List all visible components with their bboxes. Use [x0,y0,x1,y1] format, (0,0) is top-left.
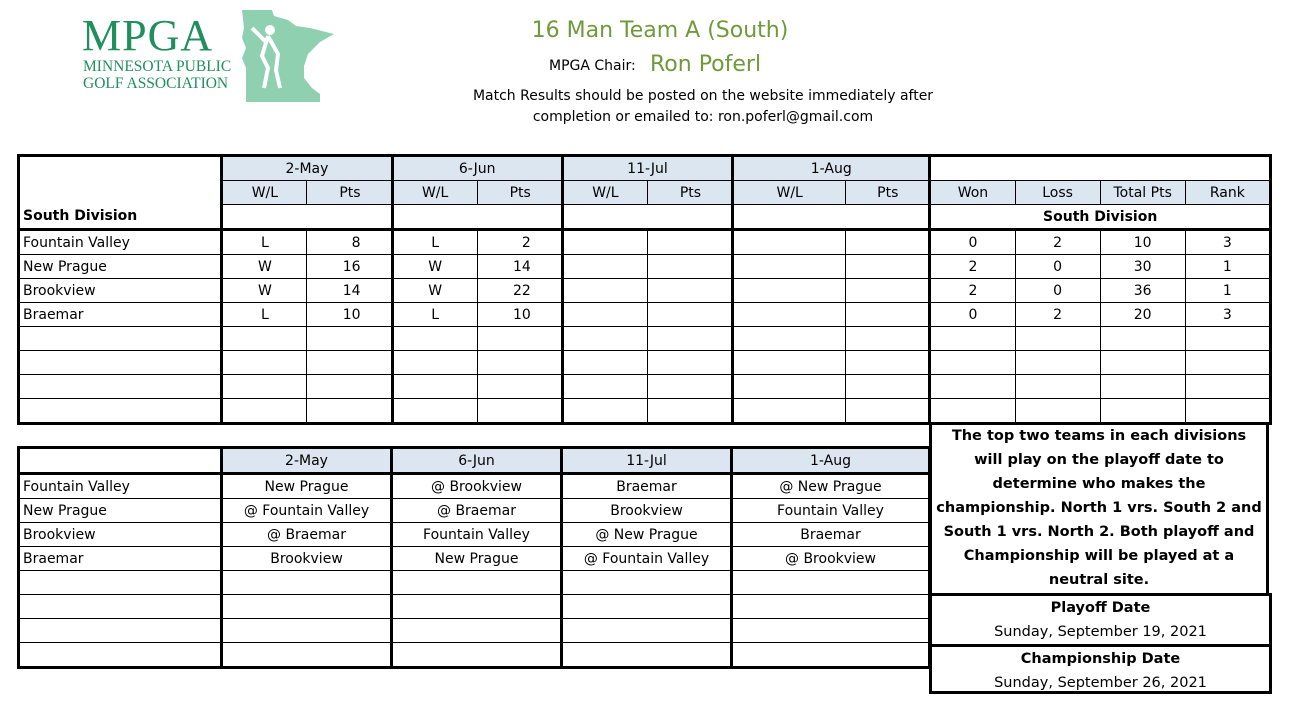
team-name: New Prague [19,499,222,523]
loss-cell [1015,351,1100,375]
loss-cell: 2 [1015,303,1100,327]
points-cell [647,351,732,375]
win-loss-cell [222,327,307,351]
opponent-cell [222,595,392,619]
championship-date-label: Championship Date [932,644,1269,671]
opponent-cell [562,643,732,668]
logo-line2: GOLF ASSOCIATION [83,75,229,92]
won-header: Won [930,181,1015,205]
points-cell [647,255,732,279]
opponent-cell: Braemar [732,523,930,547]
opponent-cell: @ Braemar [392,499,562,523]
loss-header: Loss [1015,181,1100,205]
points-cell: 8 [307,230,392,255]
team-name [19,399,222,424]
pts-header: Pts [647,181,732,205]
pts-header: Pts [307,181,392,205]
corner-cell [19,448,222,474]
win-loss-cell: W [222,279,307,303]
total-pts-cell [1100,351,1185,375]
summary-top-cell [930,156,1271,181]
schedule-table [17,446,931,669]
dates-box [929,593,1272,694]
schedule-row [19,619,930,643]
results-table [17,154,1272,425]
points-cell [647,327,732,351]
win-loss-cell [562,351,647,375]
opponent-cell: New Prague [392,547,562,571]
win-loss-cell [733,375,846,399]
win-loss-cell [562,255,647,279]
won-cell: 0 [930,230,1015,255]
win-loss-cell [562,399,647,424]
playoff-date-label: Playoff Date [1050,600,1151,616]
pts-header: Pts [477,181,562,205]
division-label: South Division [19,205,222,230]
opponent-cell [562,619,732,643]
championship-date: Sunday, September 26, 2021 [994,675,1207,691]
opponent-cell: New Prague [222,474,392,499]
opponent-cell [392,571,562,595]
opponent-cell [732,643,930,668]
logo-abbr: MPGA [82,11,214,60]
summary-division-label: South Division [930,205,1271,230]
team-name: New Prague [19,255,222,279]
win-loss-cell [222,351,307,375]
opponent-cell: Brookview [222,547,392,571]
total-pts-cell [1100,327,1185,351]
win-loss-cell: W [222,255,307,279]
win-loss-cell [562,279,647,303]
schedule-date-3: 11-Jul [562,448,732,474]
total-pts-cell: 30 [1100,255,1185,279]
win-loss-cell [392,375,477,399]
team-name [19,327,222,351]
schedule-date-4: 1-Aug [732,448,930,474]
corner-cell [19,156,222,181]
rank-header: Rank [1185,181,1270,205]
team-name [19,375,222,399]
opponent-cell: Braemar [562,474,732,499]
loss-cell: 0 [1015,255,1100,279]
opponent-cell: @ Fountain Valley [562,547,732,571]
points-cell [846,399,930,424]
win-loss-cell [562,303,647,327]
win-loss-cell: W [392,255,477,279]
points-cell [477,351,562,375]
rank-cell [1185,351,1270,375]
points-cell [477,399,562,424]
win-loss-cell [222,399,307,424]
win-loss-cell [733,279,846,303]
win-loss-cell [562,230,647,255]
result-row [19,279,1271,303]
won-cell [930,327,1015,351]
opponent-cell [392,595,562,619]
opponent-cell: @ Braemar [222,523,392,547]
result-row [19,303,1271,327]
playoff-info-text: The top two teams in each divisions will play on the playoff date to determine who makes the championship. North 1 vrs. South 2 and South 1 vrs. North 2. Both playoff and Championship will be played at a neutral site. [929,422,1269,593]
win-loss-cell [562,327,647,351]
team-name: Brookview [19,523,222,547]
points-cell [477,327,562,351]
loss-cell: 0 [1015,279,1100,303]
win-loss-cell [392,351,477,375]
opponent-cell: @ Brookview [732,547,930,571]
win-loss-cell [733,255,846,279]
schedule-row [19,523,930,547]
opponent-cell [392,619,562,643]
schedule-row [19,474,930,499]
won-cell: 2 [930,255,1015,279]
team-name: Brookview [19,279,222,303]
corner-cell [19,181,222,205]
total-pts-header: Total Pts [1100,181,1185,205]
rank-cell: 1 [1185,255,1270,279]
points-cell: 14 [307,279,392,303]
points-cell [647,230,732,255]
win-loss-cell: L [222,303,307,327]
opponent-cell [222,619,392,643]
chair-name: Ron Poferl [650,52,762,77]
page-title: 16 Man Team A (South) [531,18,789,43]
playoff-date: Sunday, September 19, 2021 [994,624,1207,640]
result-row [19,255,1271,279]
points-cell [846,230,930,255]
points-cell: 16 [307,255,392,279]
schedule-row [19,571,930,595]
win-loss-cell [733,351,846,375]
logo-line1: MINNESOTA PUBLIC [83,58,232,75]
opponent-cell: Fountain Valley [392,523,562,547]
points-cell [647,375,732,399]
points-cell [647,303,732,327]
win-loss-cell [733,327,846,351]
wl-header: W/L [733,181,846,205]
chair-label: MPGA Chair: [549,58,636,74]
points-cell [846,279,930,303]
opponent-cell: Brookview [562,499,732,523]
result-row [19,351,1271,375]
schedule-row [19,643,930,668]
opponent-cell [732,595,930,619]
points-cell [846,327,930,351]
points-cell [846,351,930,375]
schedule-date-2: 6-Jun [392,448,562,474]
opponent-cell: @ New Prague [732,474,930,499]
result-row [19,327,1271,351]
result-date-3: 11-Jul [562,156,732,181]
pts-header: Pts [846,181,930,205]
total-pts-cell: 20 [1100,303,1185,327]
opponent-cell: @ Fountain Valley [222,499,392,523]
team-name [19,643,222,668]
total-pts-cell: 10 [1100,230,1185,255]
team-name [19,571,222,595]
win-loss-cell: L [222,230,307,255]
won-cell [930,351,1015,375]
result-date-2: 6-Jun [392,156,562,181]
rank-cell [1185,375,1270,399]
result-date-4: 1-Aug [733,156,930,181]
team-name: Braemar [19,547,222,571]
team-name [19,351,222,375]
points-cell [647,279,732,303]
loss-cell: 2 [1015,230,1100,255]
loss-cell [1015,375,1100,399]
win-loss-cell: W [392,279,477,303]
win-loss-cell [733,399,846,424]
team-name [19,595,222,619]
opponent-cell [222,643,392,668]
points-cell [647,399,732,424]
loss-cell [1015,327,1100,351]
won-cell [930,399,1015,424]
points-cell [307,399,392,424]
won-cell [930,375,1015,399]
rank-cell: 3 [1185,230,1270,255]
rank-cell [1185,327,1270,351]
points-cell [846,303,930,327]
result-date-1: 2-May [222,156,392,181]
win-loss-cell [222,375,307,399]
team-name: Braemar [19,303,222,327]
rank-cell [1185,399,1270,424]
win-loss-cell [733,230,846,255]
opponent-cell [562,595,732,619]
points-cell: 10 [307,303,392,327]
wl-header: W/L [392,181,477,205]
total-pts-cell: 36 [1100,279,1185,303]
rank-cell: 1 [1185,279,1270,303]
rank-cell: 3 [1185,303,1270,327]
result-row [19,399,1271,424]
points-cell [307,327,392,351]
total-pts-cell [1100,375,1185,399]
wl-header: W/L [562,181,647,205]
result-row [19,230,1271,255]
points-cell [846,375,930,399]
total-pts-cell [1100,399,1185,424]
minnesota-golfer-logo-icon [238,8,338,104]
points-cell: 10 [477,303,562,327]
win-loss-cell [392,399,477,424]
win-loss-cell [392,327,477,351]
opponent-cell [732,571,930,595]
result-row [19,375,1271,399]
schedule-date-1: 2-May [222,448,392,474]
schedule-row [19,499,930,523]
points-cell [307,351,392,375]
points-cell [307,375,392,399]
opponent-cell [562,571,732,595]
points-cell [846,255,930,279]
opponent-cell: @ Brookview [392,474,562,499]
win-loss-cell [562,375,647,399]
opponent-cell [222,571,392,595]
team-name [19,619,222,643]
opponent-cell [392,643,562,668]
points-cell: 14 [477,255,562,279]
team-name: Fountain Valley [19,230,222,255]
opponent-cell: @ New Prague [562,523,732,547]
team-name: Fountain Valley [19,474,222,499]
won-cell: 2 [930,279,1015,303]
opponent-cell: Fountain Valley [732,499,930,523]
instructions-line-1: Match Results should be posted on the website immediately after [472,88,934,104]
schedule-row [19,595,930,619]
win-loss-cell [733,303,846,327]
loss-cell [1015,399,1100,424]
win-loss-cell: L [392,230,477,255]
schedule-row [19,547,930,571]
instructions-line-2: completion or emailed to: ron.poferl@gmail.com [532,109,874,125]
opponent-cell [732,619,930,643]
points-cell [477,375,562,399]
win-loss-cell: L [392,303,477,327]
points-cell: 2 [477,230,562,255]
wl-header: W/L [222,181,307,205]
points-cell: 22 [477,279,562,303]
won-cell: 0 [930,303,1015,327]
